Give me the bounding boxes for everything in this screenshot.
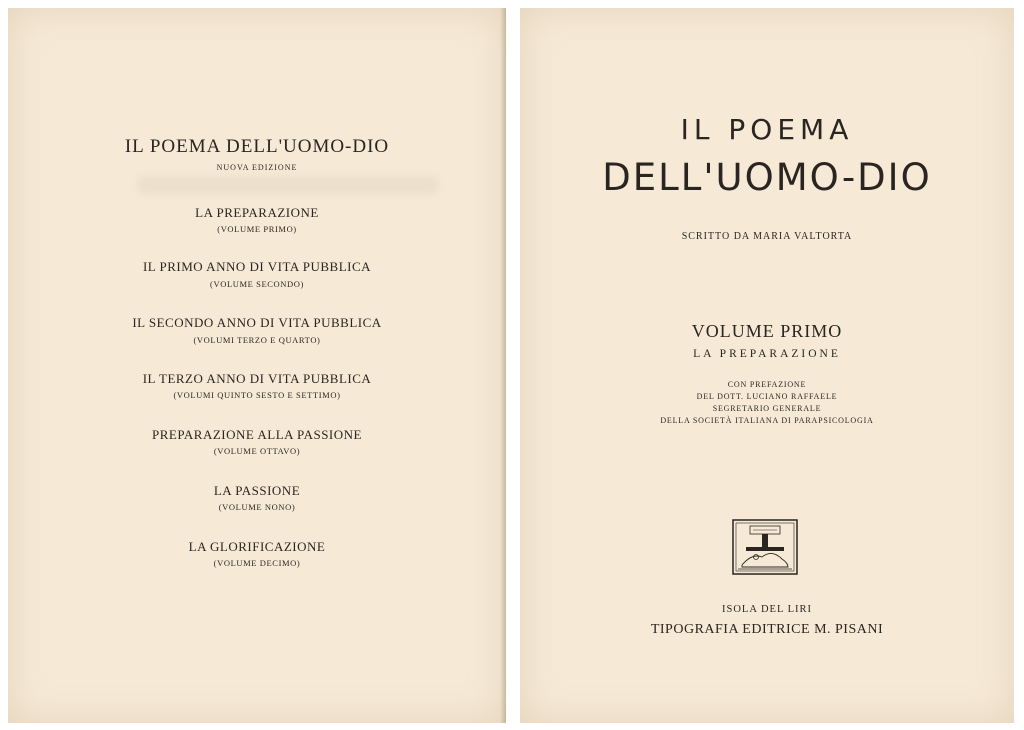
right-page (520, 8, 1014, 723)
volume-note: (VOLUME NONO) (218, 502, 296, 512)
bleed-through-shadow (138, 176, 438, 194)
printer-emblem-icon (732, 519, 798, 575)
volume-note: (VOLUME OTTAVO) (213, 446, 301, 456)
volume-heading: VOLUME PRIMO (691, 321, 843, 341)
volume-note: (VOLUMI TERZO E QUARTO) (193, 335, 321, 345)
volume-title: LA PREPARAZIONE (195, 205, 319, 220)
volume-title: LA GLORIFICAZIONE (188, 539, 326, 554)
edition-label: NUOVA EDIZIONE (216, 163, 298, 172)
volume-subtitle: LA PREPARAZIONE (693, 348, 841, 360)
preface-line: SEGRETARIO GENERALE (712, 404, 822, 413)
volume-title: IL PRIMO ANNO DI VITA PUBBLICA (142, 259, 372, 274)
volume-note: (VOLUMI QUINTO SESTO E SETTIMO) (173, 390, 341, 400)
volume-title: PREPARAZIONE ALLA PASSIONE (152, 427, 362, 442)
volume-title: IL TERZO ANNO DI VITA PUBBLICA (142, 371, 372, 386)
volume-title: IL SECONDO ANNO DI VITA PUBBLICA (132, 315, 382, 330)
volume-title: LA PASSIONE (213, 483, 301, 498)
preface-line: CON PREFAZIONE (727, 380, 807, 389)
volume-note: (VOLUME PRIMO) (217, 224, 297, 234)
left-page (8, 8, 506, 723)
series-title: IL POEMA DELL'UOMO-DIO (124, 136, 390, 157)
preface-line: DELLA SOCIETÀ ITALIANA DI PARAPSICOLOGIA (660, 416, 874, 425)
publisher-city: ISOLA DEL LIRI (721, 604, 813, 615)
publisher-name: TIPOGRAFIA EDITRICE M. PISANI (650, 622, 884, 637)
volume-note: (VOLUME DECIMO) (213, 558, 301, 568)
gutter (506, 0, 520, 730)
preface-line: DEL DOTT. LUCIANO RAFFAELE (696, 392, 838, 401)
volume-note: (VOLUME SECONDO) (210, 279, 304, 289)
title-line-1: IL POEMA (680, 113, 854, 146)
title-line-2: DELL'UOMO-DIO (602, 156, 932, 199)
author-line: SCRITTO DA MARIA VALTORTA (681, 231, 853, 242)
